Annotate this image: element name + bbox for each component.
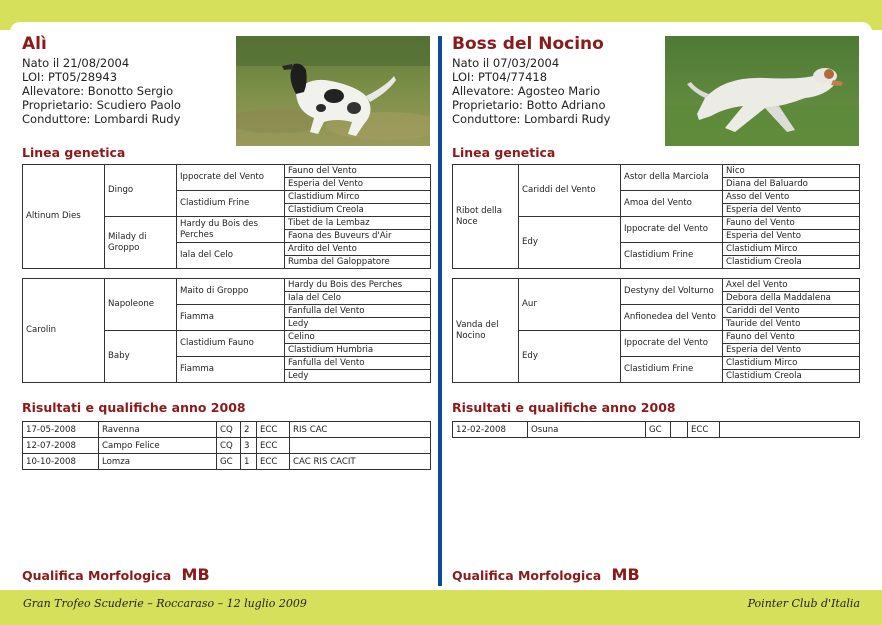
pedigree-gen4: Tauride del Vento xyxy=(723,318,860,331)
table-row xyxy=(23,438,431,454)
pedigree-sire: Ribot della Noce xyxy=(453,165,519,269)
pedigree-gen4: Clastidium Mirco xyxy=(723,243,860,256)
pedigree-table-sire xyxy=(452,164,860,269)
pedigree-gen3: Ippocrate del Vento xyxy=(177,165,285,191)
pedigree-gen3: Fiamma xyxy=(177,305,285,331)
pedigree-gen4: Fanfulla del Vento xyxy=(285,357,431,370)
pedigree-gen3: Astor della Marciola xyxy=(621,165,723,191)
pedigree-gen4: Fauno del Vento xyxy=(285,165,431,178)
table-row xyxy=(453,422,860,438)
pedigree-gen3: Clastidium Fauno xyxy=(177,331,285,357)
dog-info xyxy=(22,56,181,126)
pedigree-table-dam xyxy=(452,278,860,383)
pedigree-gen4: Rumba del Galoppatore xyxy=(285,256,431,269)
pedigree-gen4: Esperia del Vento xyxy=(285,178,431,191)
pedigree-gen4: Debora della Maddalena xyxy=(723,292,860,305)
pedigree-gen3: Hardy du Bois des Perches xyxy=(177,217,285,243)
dog-photo xyxy=(665,36,859,146)
pedigree-gen4: Axel del Vento xyxy=(723,279,860,292)
pedigree-gen4: Clastidium Creola xyxy=(285,204,431,217)
pedigree-gen4: Celino xyxy=(285,331,431,344)
dog-info xyxy=(452,56,610,126)
morphology-qualification xyxy=(22,565,210,584)
pedigree-gen4: Cariddi del Vento xyxy=(723,305,860,318)
pedigree-gen3: Clastidium Frine xyxy=(621,357,723,383)
pedigree-gen4: Ledy xyxy=(285,370,431,383)
pedigree-gen4: Diana del Baluardo xyxy=(723,178,860,191)
pedigree-gen3: Anfionedea del Vento xyxy=(621,305,723,331)
dog-card-boss-del-nocino xyxy=(452,0,862,590)
result-date: 10-10-2008 xyxy=(23,454,99,470)
genetics-title: Linea genetica xyxy=(452,145,556,160)
pedigree-gen4: Fauno del Vento xyxy=(723,217,860,230)
pedigree-gen3: Ippocrate del Vento xyxy=(621,331,723,357)
pedigree-dam: Carolin xyxy=(23,279,105,383)
pedigree-gen4: Esperia del Vento xyxy=(723,230,860,243)
results-table xyxy=(452,421,860,438)
pedigree-gen4: Faona des Buveurs d'Air xyxy=(285,230,431,243)
pedigree-gen4: Ardito del Vento xyxy=(285,243,431,256)
pedigree-gen2: Edy xyxy=(519,217,621,269)
qualification-grade: MB xyxy=(181,565,210,584)
results-title: Risultati e qualifiche anno 2008 xyxy=(22,400,246,415)
result-award xyxy=(720,422,860,438)
result-type: GC xyxy=(646,422,671,438)
result-type: GC xyxy=(217,454,241,470)
pedigree-gen4: Esperia del Vento xyxy=(723,344,860,357)
pedigree-gen2: Cariddi del Vento xyxy=(519,165,621,217)
pedigree-gen4: Clastidium Creola xyxy=(723,370,860,383)
pedigree-gen2: Edy xyxy=(519,331,621,383)
result-award: RIS CAC xyxy=(290,422,431,438)
pedigree-gen4: Tibet de la Lembaz xyxy=(285,217,431,230)
result-rank: 3 xyxy=(241,438,257,454)
pedigree-gen4: Asso del Vento xyxy=(723,191,860,204)
club-name: Pointer Club d'Italia xyxy=(747,597,860,610)
event-caption: Gran Trofeo Scuderie – Roccaraso – 12 luglio 2009 xyxy=(23,597,307,610)
breeder: Allevatore: Agosteo Mario xyxy=(452,84,601,98)
pedigree-sire: Altinum Dies xyxy=(23,165,105,269)
pedigree-gen2: Aur xyxy=(519,279,621,331)
pedigree-gen4: Fauno del Vento xyxy=(723,331,860,344)
pedigree-dam: Vanda del Nocino xyxy=(453,279,519,383)
dog-name: Boss del Nocino xyxy=(452,34,604,54)
result-date: 17-05-2008 xyxy=(23,422,99,438)
column-divider xyxy=(438,36,442,586)
pedigree-gen3: Maito di Groppo xyxy=(177,279,285,305)
pedigree-gen4: Clastidium Humbria xyxy=(285,344,431,357)
pedigree-gen4: Fanfulla del Vento xyxy=(285,305,431,318)
result-rank: 1 xyxy=(241,454,257,470)
result-rank xyxy=(671,422,688,438)
result-date: 12-02-2008 xyxy=(453,422,528,438)
dog-name: Alì xyxy=(22,34,47,54)
dog-card-ali xyxy=(22,0,432,590)
pedigree-table-dam xyxy=(22,278,431,383)
handler: Conduttore: Lombardi Rudy xyxy=(22,112,181,126)
result-type: CQ xyxy=(217,422,241,438)
table-row xyxy=(23,454,431,470)
owner: Proprietario: Scudiero Paolo xyxy=(22,98,181,112)
pedigree-gen4: Hardy du Bois des Perches xyxy=(285,279,431,292)
breeder: Allevatore: Bonotto Sergio xyxy=(22,84,174,98)
footer-band xyxy=(0,590,882,625)
pedigree-table-sire xyxy=(22,164,431,269)
pedigree-gen3: Ippocrate del Vento xyxy=(621,217,723,243)
result-type: CQ xyxy=(217,438,241,454)
pedigree-gen4: Iala del Celo xyxy=(285,292,431,305)
results-title: Risultati e qualifiche anno 2008 xyxy=(452,400,676,415)
handler: Conduttore: Lombardi Rudy xyxy=(452,112,611,126)
pedigree-gen4: Clastidium Mirco xyxy=(723,357,860,370)
qualification-label: Qualifica Morfologica xyxy=(452,568,602,583)
genetics-title: Linea genetica xyxy=(22,145,126,160)
pedigree-gen3: Destyny del Volturno xyxy=(621,279,723,305)
pedigree-gen4: Clastidium Creola xyxy=(723,256,860,269)
results-table xyxy=(22,421,431,470)
pedigree-gen3: Fiamma xyxy=(177,357,285,383)
result-place: Campo Felice xyxy=(99,438,217,454)
loi-number: LOI: PT04/77418 xyxy=(452,70,548,84)
result-place: Osuna xyxy=(528,422,646,438)
pedigree-gen4: Clastidium Mirco xyxy=(285,191,431,204)
owner: Proprietario: Botto Adriano xyxy=(452,98,606,112)
table-row xyxy=(23,422,431,438)
pedigree-gen2: Baby xyxy=(105,331,177,383)
pedigree-gen3: Clastidium Frine xyxy=(177,191,285,217)
result-award xyxy=(290,438,431,454)
pedigree-gen2: Dingo xyxy=(105,165,177,217)
result-grade: ECC xyxy=(257,438,290,454)
pedigree-gen3: Amoa del Vento xyxy=(621,191,723,217)
pedigree-gen4: Nico xyxy=(723,165,860,178)
pedigree-gen3: Clastidium Frine xyxy=(621,243,723,269)
pedigree-gen2: Milady di Groppo xyxy=(105,217,177,269)
birth-date: Nato il 07/03/2004 xyxy=(452,56,560,70)
result-grade: ECC xyxy=(257,422,290,438)
pedigree-gen4: Esperia del Vento xyxy=(723,204,860,217)
result-grade: ECC xyxy=(257,454,290,470)
result-rank: 2 xyxy=(241,422,257,438)
qualification-label: Qualifica Morfologica xyxy=(22,568,172,583)
result-place: Lomza xyxy=(99,454,217,470)
result-place: Ravenna xyxy=(99,422,217,438)
result-award: CAC RIS CACIT xyxy=(290,454,431,470)
pedigree-gen4: Ledy xyxy=(285,318,431,331)
birth-date: Nato il 21/08/2004 xyxy=(22,56,130,70)
result-grade: ECC xyxy=(688,422,720,438)
result-date: 12-07-2008 xyxy=(23,438,99,454)
pedigree-gen2: Napoleone xyxy=(105,279,177,331)
dog-photo xyxy=(236,36,430,146)
qualification-grade: MB xyxy=(611,565,640,584)
morphology-qualification xyxy=(452,565,640,584)
loi-number: LOI: PT05/28943 xyxy=(22,70,118,84)
pedigree-gen3: Iala del Celo xyxy=(177,243,285,269)
